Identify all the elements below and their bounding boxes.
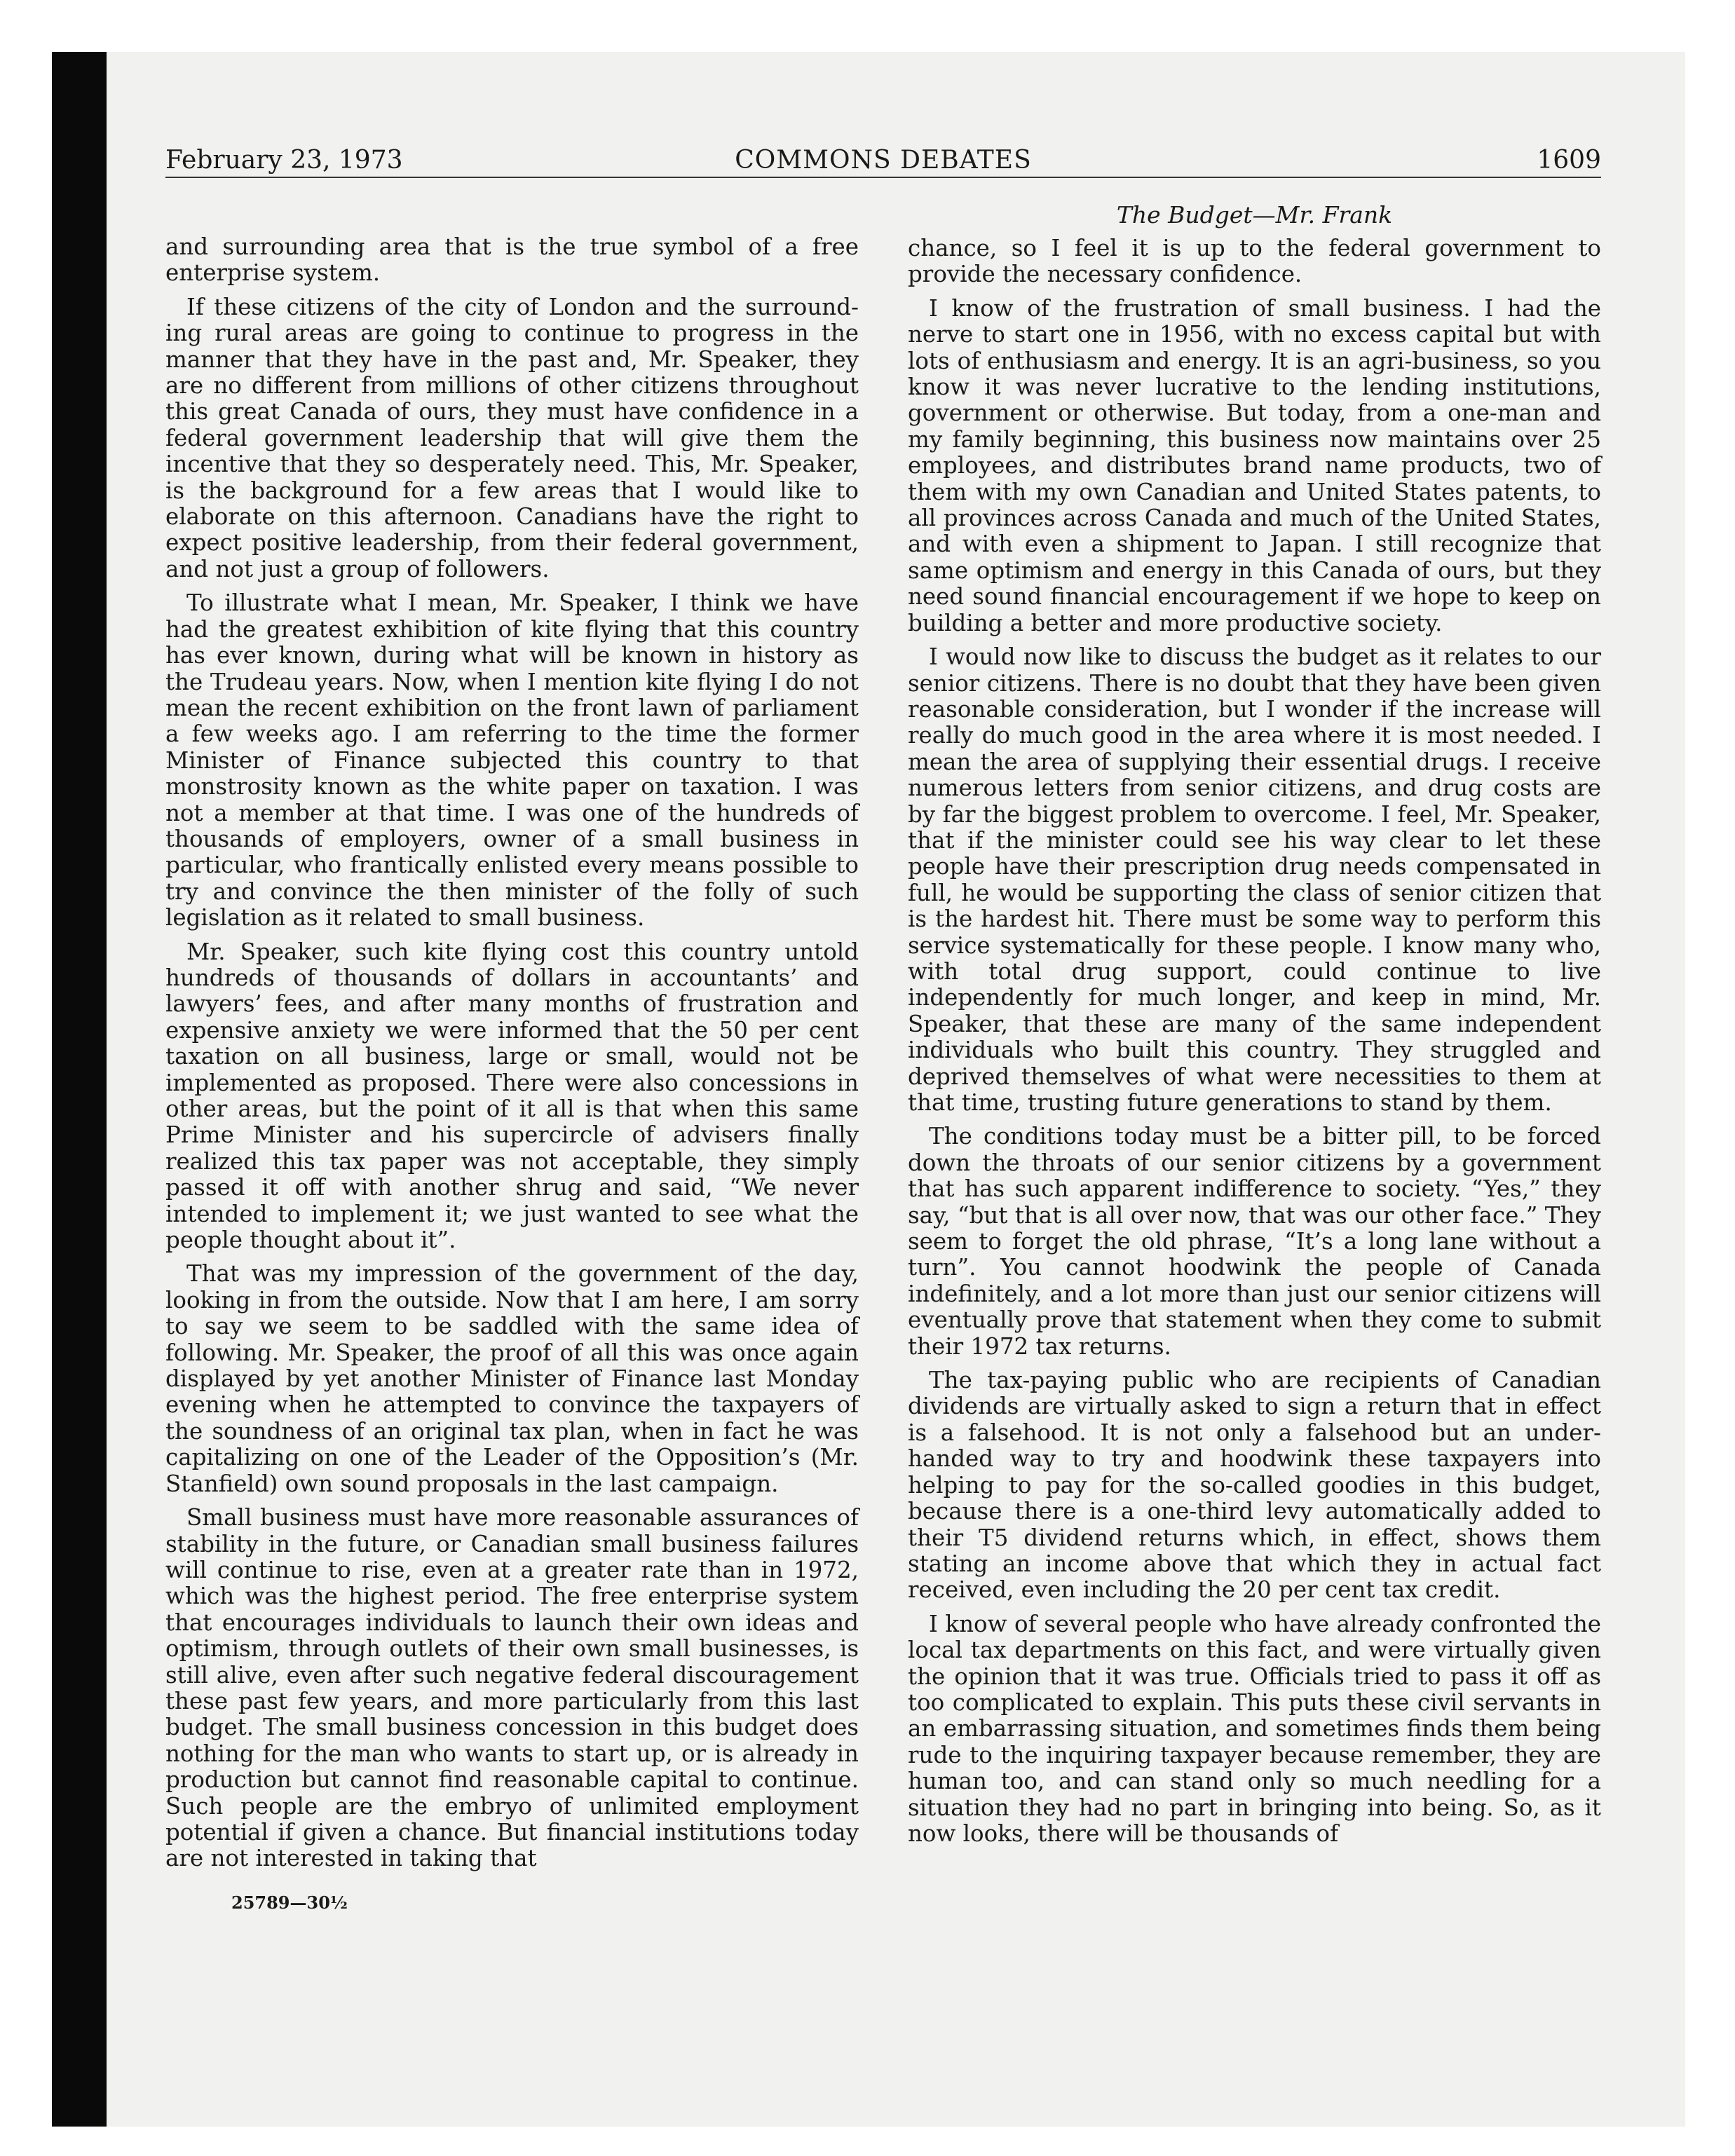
header-title: COMMONS DEBATES	[735, 146, 1032, 175]
paragraph: chance, so I feel it is up to the federal government to provide the necessary confidence.	[908, 235, 1601, 288]
running-head: The Budget—Mr. Frank	[1116, 201, 1393, 228]
paragraph: Small business must have more reasonable assurances of stability in the future, or Canadian small business failures will continue to rise, even at a greater rate than in 1972, which was the highest period. The free enterprise system that encourages individuals to launch their own ideas and optimism, through outlets of their own small businesses, is still alive, even after such negative federal discouragement these past few years, and more particularly from this last budget. The small business concession in this budget does nothing for the man who wants to start up, or is already in production but cannot find reasonable capital to continue. Such people are the embryo of unlimited employment potential if given a chance. But financial institutions today are not interested in taking that	[165, 1504, 859, 1872]
paragraph: The tax-paying public who are recipients of Canadian dividends are virtually asked to sign a return that in effect is a falsehood. It is not only a falsehood but an underhanded way to try and hoodwink these taxpayers into helping to pay for the so-called goodies in this budget, because there is a one-third levy automatically added to their T5 dividend returns which, in effect, shows them stating an income above that which they in actual fact received, even including the 20 per cent tax credit.	[908, 1367, 1601, 1604]
print-code: 25789—30½	[231, 1892, 348, 1913]
paragraph: Mr. Speaker, such kite flying cost this country untold hundreds of thousands of dollars in accountants’ and lawyers’ fees, and after many months of frustration and expensive anxiety we were informed that the 50 per cent taxation on all business, large or small, would not be implemented as proposed. There were also concessions in other areas, but the point of it all is that when this same Prime Minister and his supercircle of advisers finally realized this tax paper was not acceptable, they simply passed it off with another shrug and said, “We never intended to implement it; we just wanted to see what the people thought about it”.	[165, 938, 859, 1254]
left-column	[165, 234, 859, 1880]
paragraph: I know of the frustration of small business. I had the nerve to start one in 1956, with no excess capital but with lots of enthusiasm and energy. It is an agri-business, so you know it was never lucrative to the lending institutions, government or otherwise. But today, from a one-man and my family beginning, this business now maintains over 25 employees, and distributes brand name products, two of them with my own Canadian and United States patents, to all provinces across Canada and much of the United States, and with even a shipment to Japan. I still recognize that same optimism and energy in this Canada of ours, but they need sound financial encouragement if we hope to keep on building a better and more productive society.	[908, 294, 1601, 636]
paragraph: and surrounding area that is the true symbol of a free enterprise system.	[165, 233, 859, 287]
paragraph: I would now like to discuss the budget as it relates to our senior citizens. There is no doubt that they have been given reasonable consideration, but I wonder if the increase will really do much good in the area where it is most needed. I mean the area of supplying their essential drugs. I receive numerous letters from senior citizens, and drug costs are by far the biggest problem to overcome. I feel, Mr. Speaker, that if the minister could see his way clear to let these people have their prescription drug needs compensated in full, he would be supporting the class of senior citizen that is the hardest hit. There must be some way to perform this service systematically for these people. I know many who, with total drug support, could continue to live independently for much longer, and keep in mind, Mr. Speaker, that these are many of the same independent individuals who built this country. They struggled and deprived themselves of what were necessities to them at that time, trusting future generations to stand by them.	[908, 643, 1601, 1116]
right-column	[908, 236, 1601, 1855]
paragraph: If these citizens of the city of London and the surrounding rural areas are going to continue to progress in the manner that they have in the past and, Mr. Speaker, they are no different from millions of other citizens throughout this great Canada of ours, they must have confidence in a federal government leadership that will give them the incentive that they so desperately need. This, Mr. Speaker, is the background for a few areas that I would like to elaborate on this afternoon. Canadians have the right to expect positive leadership, from their federal government, and not just a group of followers.	[165, 293, 859, 582]
page-header	[165, 144, 1601, 178]
paragraph: I know of several people who have already confronted the local tax departments on this fact, and were virtually given the opinion that it was true. Officials tried to pass it off as too complicated to explain. This puts these civil servants in an embarrassing situation, and sometimes finds them being rude to the inquiring taxpayer because remember, they are human too, and can stand only so much needling for a situation they had no part in bringing into being. So, as it now looks, there will be thousands of	[908, 1610, 1601, 1847]
header-date: February 23, 1973	[165, 146, 403, 175]
paragraph: The conditions today must be a bitter pill, to be forced down the throats of our senior citizens by a government that has such apparent indifference to society. “Yes,” they say, “but that is all over now, that was our other face.” They seem to forget the old phrase, “It’s a long lane without a turn”. You cannot hoodwink the people of Canada indefinitely, and a lot more than just our senior citizens will eventually prove that statement when they come to submit their 1972 tax returns.	[908, 1123, 1601, 1360]
paragraph: That was my impression of the government of the day, looking in from the outside. Now that I am here, I am sorry to say we seem to be saddled with the same idea of following. Mr. Speaker, the proof of all this was once again displayed by yet another Minister of Finance last Monday evening when he attempted to convince the taxpayers of the soundness of an original tax plan, when in fact he was capitalizing on one of the Leader of the Opposition’s (Mr. Stanfield) own sound proposals in the last campaign.	[165, 1260, 859, 1497]
scan-border	[52, 52, 107, 2127]
page-number: 1609	[1537, 146, 1601, 175]
paragraph: To illustrate what I mean, Mr. Speaker, I think we have had the greatest exhibition of kite flying that this country has ever known, during what will be known in history as the Trudeau years. Now, when I mention kite flying I do not mean the recent exhibition on the front lawn of parliament a few weeks ago. I am referring to the time the former Minister of Finance subjected this country to that monstrosity known as the white paper on taxation. I was not a member at that time. I was one of the hundreds of thousands of employers, owner of a small business in particular, who frantically enlisted every means possible to try and convince the then minister of the folly of such legislation as it related to small business.	[165, 589, 859, 932]
